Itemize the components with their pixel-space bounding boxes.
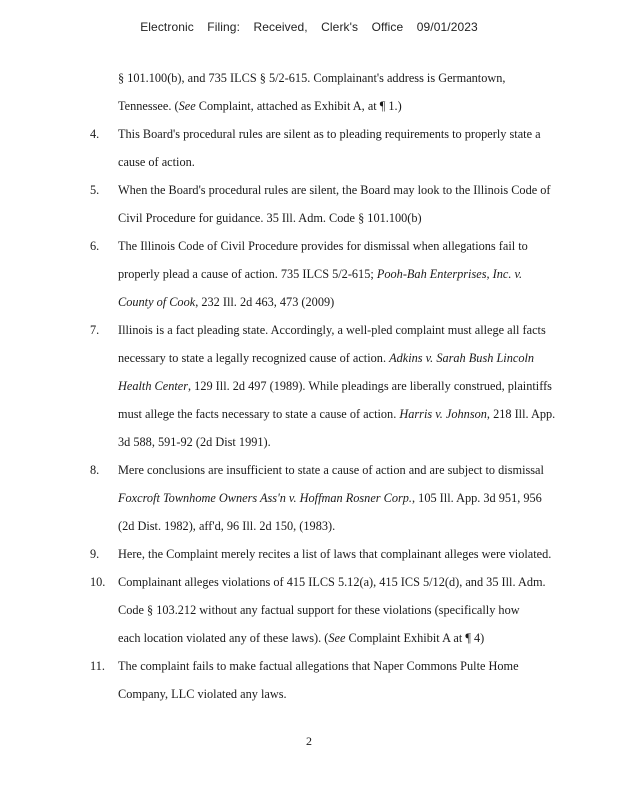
paragraph-number: 11. bbox=[90, 659, 105, 673]
paragraph-line: This Board's procedural rules are silent as to pleading requirements to properly state a bbox=[118, 127, 541, 141]
paragraph-line: 3d 588, 591-92 (2d Dist 1991). bbox=[118, 435, 271, 449]
paragraph-line: County of Cook, 232 Ill. 2d 463, 473 (2009) bbox=[118, 295, 335, 309]
paragraph-line: When the Board's procedural rules are silent, the Board may look to the Illinois Code of bbox=[118, 183, 551, 197]
paragraph-number: 10. bbox=[90, 575, 106, 589]
paragraph-line: (2d Dist. 1982), aff'd, 96 Ill. 2d 150, (1983). bbox=[118, 519, 336, 533]
paragraph-line: Civil Procedure for guidance. 35 Ill. Adm. Code § 101.100(b) bbox=[118, 211, 422, 225]
paragraph-number: 9. bbox=[90, 547, 100, 561]
filing-stamp-header: Electronic Filing: Received, Clerk's Office 09/01/2023 bbox=[140, 20, 478, 34]
paragraph-number: 7. bbox=[90, 323, 100, 337]
page-number: 2 bbox=[306, 734, 312, 748]
paragraph-line: each location violated any of these laws). (See Complaint Exhibit A at ¶ 4) bbox=[118, 631, 485, 645]
paragraph-number: 5. bbox=[90, 183, 100, 197]
paragraph-line: The Illinois Code of Civil Procedure provides for dismissal when allegations fail to bbox=[118, 239, 528, 253]
paragraph-line: § 101.100(b), and 735 ILCS § 5/2-615. Complainant's address is Germantown, bbox=[118, 71, 506, 85]
paragraph-line: cause of action. bbox=[118, 155, 195, 169]
paragraph-line: Illinois is a fact pleading state. Accordingly, a well-pled complaint must allege all facts bbox=[118, 323, 546, 337]
paragraph-line: Mere conclusions are insufficient to state a cause of action and are subject to dismissal bbox=[118, 463, 544, 477]
paragraph-number: 8. bbox=[90, 463, 100, 477]
paragraph-number: 6. bbox=[90, 239, 100, 253]
paragraph-line: Company, LLC violated any laws. bbox=[118, 687, 287, 701]
paragraph-line: Code § 103.212 without any factual support for these violations (specifically how bbox=[118, 603, 520, 617]
paragraph-line: Tennessee. (See Complaint, attached as Exhibit A, at ¶ 1.) bbox=[118, 99, 402, 113]
paragraph-line: properly plead a cause of action. 735 ILCS 5/2-615; Pooh-Bah Enterprises, Inc. v. bbox=[118, 267, 523, 281]
paragraph-line: Complainant alleges violations of 415 ILCS 5.12(a), 415 ICS 5/12(d), and 35 Ill. Adm. bbox=[118, 575, 546, 589]
paragraph-line: Here, the Complaint merely recites a list of laws that complainant alleges were violated. bbox=[118, 547, 552, 561]
paragraph-line: Foxcroft Townhome Owners Ass'n v. Hoffman Rosner Corp., 105 Ill. App. 3d 951, 956 bbox=[118, 491, 542, 505]
paragraph-line: necessary to state a legally recognized cause of action. Adkins v. Sarah Bush Lincoln bbox=[118, 351, 535, 365]
paragraph-line: must allege the facts necessary to state a cause of action. Harris v. Johnson, 218 Ill. App. bbox=[118, 407, 556, 421]
paragraph-line: The complaint fails to make factual allegations that Naper Commons Pulte Home bbox=[118, 659, 519, 673]
paragraph-number: 4. bbox=[90, 127, 100, 141]
paragraph-line: Health Center, 129 Ill. 2d 497 (1989). While pleadings are liberally construed, plaintiffs bbox=[118, 379, 552, 393]
